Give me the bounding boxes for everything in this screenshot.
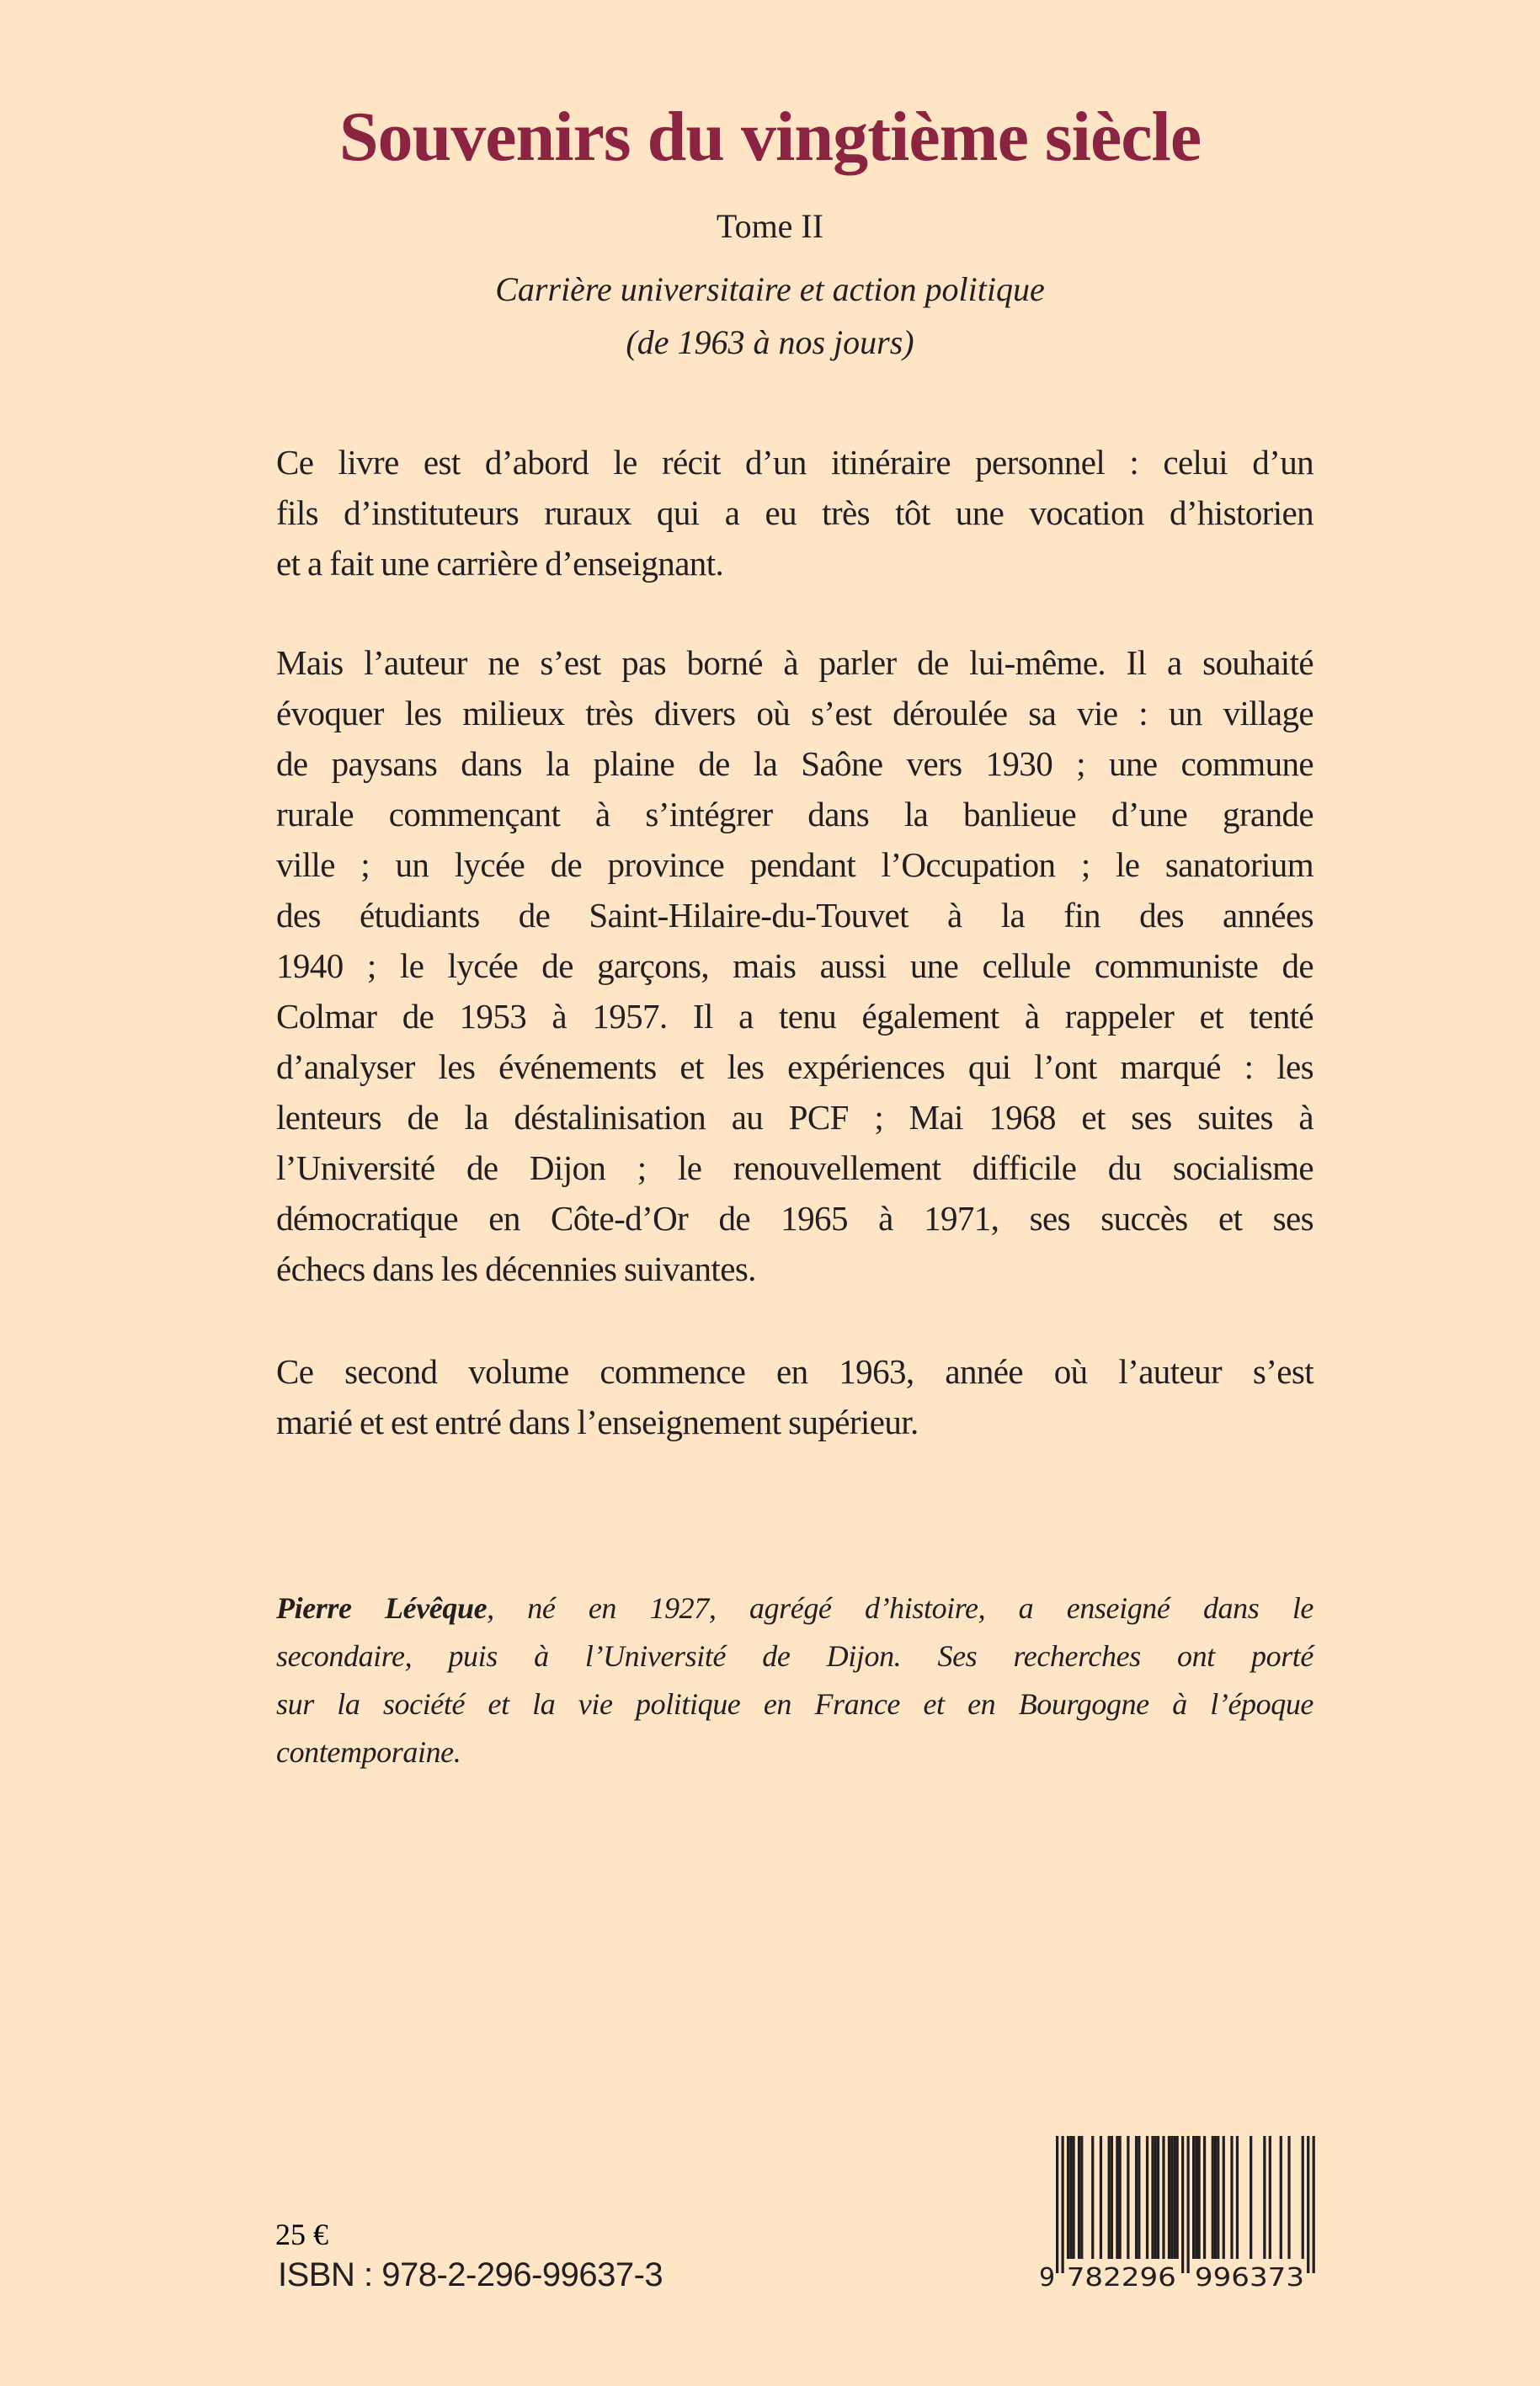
book-subtitle (0, 263, 1540, 369)
volume-label: Tome II (716, 207, 824, 245)
subtitle-line-1: Carrière universitaire et action politique (495, 270, 1045, 308)
subtitle-line-2: (de 1963 à nos jours) (626, 323, 914, 361)
text-line: l’Université de Dijon ; le renouvellement difficile du socialisme (276, 1148, 1314, 1187)
text-line (276, 1584, 1314, 1632)
blurb-paragraph-3 (276, 1346, 1314, 1447)
bio-text: , né en 1927, agrégé d’histoire, a enseigné dans le (487, 1591, 1314, 1625)
svg-text:9: 9 (1039, 2263, 1056, 2293)
text-line: secondaire, puis à l’Université de Dijon. Ses recherches ont porté (276, 1639, 1314, 1673)
text-line: 1940 ; le lycée de garçons, mais aussi une cellule communiste de (276, 946, 1314, 985)
text-line: Ce second volume commence en 1963, année où l’auteur s’est (276, 1352, 1314, 1391)
text-line: des étudiants de Saint-Hilaire-du-Touvet à la fin des années (276, 896, 1314, 935)
text-line: fils d’instituteurs ruraux qui a eu très tôt une vocation d’historien (276, 493, 1314, 532)
text-line: et a fait une carrière d’enseignant. (276, 544, 724, 583)
text-line: ville ; un lycée de province pendant l’Occupation ; le sanatorium (276, 845, 1314, 884)
svg-text:782296: 782296 (1066, 2263, 1176, 2293)
book-title: Souvenirs du vingtième siècle (338, 98, 1202, 176)
blurb-paragraph-1 (276, 437, 1314, 589)
blurb-paragraph-2 (276, 637, 1314, 1294)
text-line: évoquer les milieux très divers où s’est déroulée sa vie : un village (276, 694, 1314, 732)
text-line: contemporaine. (276, 1735, 461, 1769)
svg-text:996373: 996373 (1194, 2263, 1305, 2293)
author-name: Pierre Lévêque (276, 1591, 488, 1625)
isbn-label: ISBN : 978-2-296-99637-3 (278, 2256, 663, 2293)
text-line: Mais l’auteur ne s’est pas borné à parler de lui-même. Il a souhaité (276, 643, 1314, 682)
text-line: rurale commençant à s’intégrer dans la banlieue d’une grande (276, 795, 1314, 834)
text-line: échecs dans les décennies suivantes. (276, 1249, 756, 1288)
text-line: sur la société et la vie politique en France et en Bourgogne à l’époque (276, 1687, 1314, 1721)
text-line: Ce livre est d’abord le récit d’un itinéraire personnel : celui d’un (276, 443, 1314, 482)
text-line: Colmar de 1953 à 1957. Il a tenu également à rappeler et tenté (276, 997, 1314, 1036)
price-label: 25 € (275, 2218, 328, 2251)
ean13-barcode-icon (1034, 2136, 1320, 2296)
text-line: de paysans dans la plaine de la Saône vers 1930 ; une commune (276, 744, 1314, 783)
text-line: d’analyser les événements et les expériences qui l’ont marqué : les (276, 1047, 1314, 1086)
text-line: lenteurs de la déstalinisation au PCF ; Mai 1968 et ses suites à (276, 1098, 1314, 1137)
text-line: marié et est entré dans l’enseignement supérieur. (276, 1403, 919, 1441)
text-line: démocratique en Côte-d’Or de 1965 à 1971, ses succès et ses (276, 1199, 1314, 1238)
author-bio (276, 1584, 1314, 1776)
